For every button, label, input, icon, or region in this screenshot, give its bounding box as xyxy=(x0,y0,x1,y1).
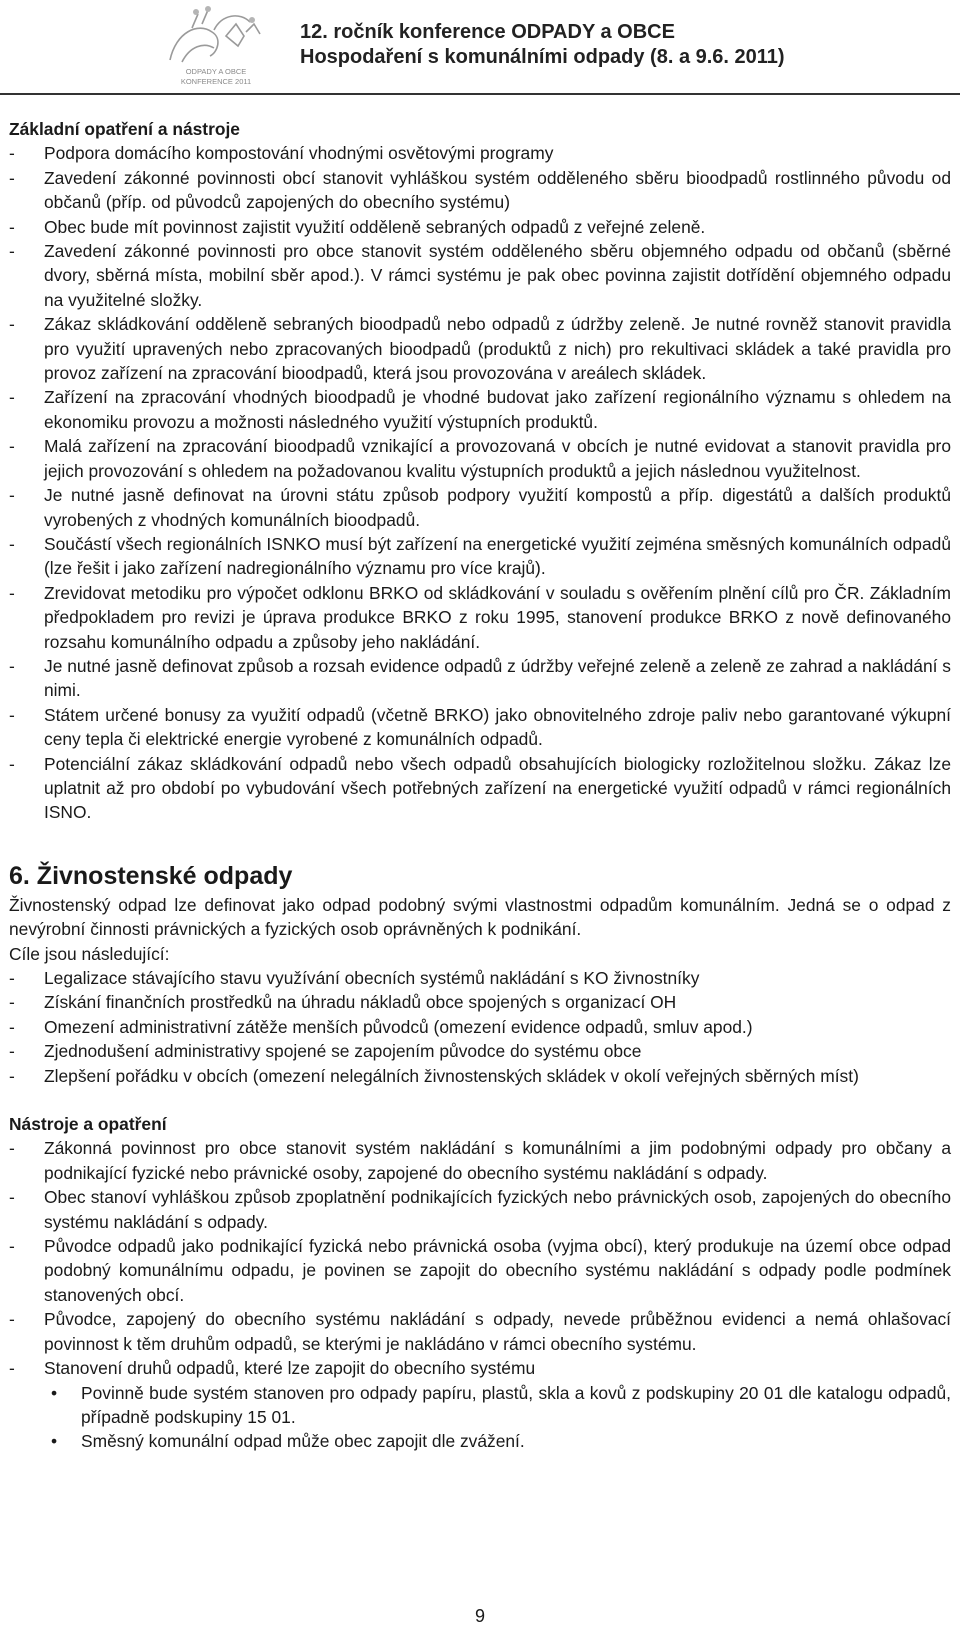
dash-marker: - xyxy=(9,167,15,188)
subsection-heading: Nástroje a opatření xyxy=(9,1114,167,1135)
list-item xyxy=(9,312,951,385)
list-item xyxy=(9,581,951,654)
list-item-text: Zákaz skládkování odděleně sebraných bioodpadů nebo odpadů z údržby zeleně. Je nutné rovněž stanovit pravidla pro využití upravených nebo zpracovaných bioodpadů (produktů z nich) pro rekultivaci skládek a také pravidla pro provoz zařízení na zpracování bioodpadů, která jsou provozována v areálech skládek. xyxy=(44,314,951,384)
list-item-text: Zákonná povinnost pro obce stanovit systém nakládání s komunálními a jim podobnými odpady pro občany a podnikající fyzické nebo právnické osoby, zapojené do obecního systému nakládání s odpady. xyxy=(44,1138,951,1183)
section-title: 6. Živnostenské odpady xyxy=(9,861,293,890)
dash-marker: - xyxy=(9,582,15,603)
conference-subtitle: Hospodaření s komunálními odpady (8. a 9.6. 2011) xyxy=(300,46,785,68)
tools-list xyxy=(9,1136,951,1453)
dash-marker: - xyxy=(9,655,15,676)
section-heading: Základní opatření a nástroje xyxy=(9,119,240,139)
conference-title: 12. ročník konference ODPADY a OBCE xyxy=(300,21,675,43)
list-item-text: Je nutné jasně definovat na úrovni státu způsob podpory využití kompostů a příp. digestátů a dalších produktů vyrobených z vhodných komunálních bioodpadů. xyxy=(44,485,951,530)
dash-marker: - xyxy=(9,387,15,408)
list-item-text: Původce, zapojený do obecního systému nakládání s odpady, nevede průběžnou evidenci a nemá ohlašovací povinnost k těm druhům odpadů, se kterými je nakládáno v rámci obecního systému. xyxy=(44,1309,951,1354)
conference-logo xyxy=(152,2,280,90)
list-item-text: Původce odpadů jako podnikající fyzická nebo právnická osoba (vyjma obcí), který produkuje na území obce odpad podobný komunálnímu odpadu, je povinen se zapojit do obecního systému nakládání s odpady podle podmínek stanovených obcí. xyxy=(44,1236,951,1305)
dash-marker: - xyxy=(9,1016,15,1037)
svg-text:KONFERENCE 2011: KONFERENCE 2011 xyxy=(180,77,252,86)
list-item xyxy=(9,141,951,165)
list-item-text: Legalizace stávajícího stavu využívání obecních systémů nakládání s KO živnostníky xyxy=(44,968,700,988)
list-item-text: Je nutné jasně definovat způsob a rozsah evidence odpadů z údržby veřejné zeleně a zeleně ze zahrad a nakládání s nimi. xyxy=(44,655,951,701)
list-item xyxy=(9,1234,951,1307)
list-item xyxy=(9,483,951,532)
list-item xyxy=(9,752,951,825)
list-item xyxy=(9,703,951,752)
list-item-text: Malá zařízení na zpracování bioodpadů vznikající a provozovaná v obcích je nutné evidovat a stanovit pravidla pro jejich provozování s ohledem na požadovanou kvalitu výstupních produktů a jejich následnou využitelnost. xyxy=(44,436,951,481)
list-item xyxy=(9,1064,951,1088)
list-item-text: Obec bude mít povinnost zajistit využití odděleně sebraných odpadů z veřejné zeleně. xyxy=(44,216,706,237)
dash-marker: - xyxy=(9,1138,15,1159)
list-item-text: Zlepšení pořádku v obcích (omezení nelegálních živnostenských skládek v okolí veřejných sběrných míst) xyxy=(44,1065,859,1086)
bullet-marker: • xyxy=(51,1431,58,1452)
spacer xyxy=(9,1088,951,1112)
list-item xyxy=(9,532,951,581)
dash-marker: - xyxy=(9,436,15,457)
list-item xyxy=(9,654,951,703)
list-item-text: Zavedení zákonné povinnosti obcí stanovit vyhláškou systém odděleného sběru bioodpadů rostlinného původu od občanů (příp. od původců zapojených do obecního systému) xyxy=(44,167,951,213)
list-item xyxy=(9,166,951,215)
dash-marker: - xyxy=(9,1309,15,1330)
bullet-item-text: Směsný komunální odpad může obec zapojit dle zvážení. xyxy=(81,1431,525,1452)
dash-marker: - xyxy=(9,968,15,988)
list-item xyxy=(9,1136,951,1185)
dash-marker: - xyxy=(9,314,15,335)
list-item xyxy=(9,434,951,483)
list-item xyxy=(9,239,951,312)
list-item xyxy=(9,990,951,1014)
list-item-text: Součástí všech regionálních ISNKO musí být zařízení na energetické využití zejména směsných komunálních odpadů (lze řešit i jako zařízení nadregionálního významu pro více krajů). xyxy=(44,533,951,579)
page-header xyxy=(0,0,960,96)
list-item-text: Zařízení na zpracování vhodných bioodpadů je vhodné budovat jako zařízení regionálního významu s ohledem na ekonomiku provozu a možnosti následného využití výstupních produktů. xyxy=(44,387,951,432)
list-item xyxy=(9,1185,951,1234)
list-item-text: Zjednodušení administrativy spojené se zapojením původce do systému obce xyxy=(44,1041,642,1062)
dash-marker: - xyxy=(9,241,15,262)
list-item xyxy=(9,1039,951,1063)
list-item-text: Získání finančních prostředků na úhradu nákladů obce spojených s organizací OH xyxy=(44,992,677,1013)
list-item xyxy=(9,215,951,239)
list-item xyxy=(9,1356,951,1380)
dash-marker: - xyxy=(9,753,15,774)
dash-marker: - xyxy=(9,533,15,554)
list-item-text: Státem určené bonusy za využití odpadů (včetně BRKO) jako obnovitelného zdroje paliv nebo garantované výkupní ceny tepla či elektrické energie vyrobené z komunálních odpadů. xyxy=(44,704,951,750)
list-item-text: Stanovení druhů odpadů, které lze zapojit do obecního systému xyxy=(44,1358,536,1379)
header-divider xyxy=(0,93,960,95)
goals-list xyxy=(9,966,951,1088)
dash-marker: - xyxy=(9,1065,15,1086)
dash-marker: - xyxy=(9,992,15,1013)
list-item xyxy=(9,1015,951,1039)
dash-marker: - xyxy=(9,704,15,725)
list-item xyxy=(9,966,951,990)
dash-marker: - xyxy=(9,143,15,164)
list-item-text: Obec stanoví vyhláškou způsob zpoplatnění podnikajících fyzických nebo právnických osob, zapojených do obecního systému nakládání s odpady. xyxy=(44,1187,951,1232)
list-item xyxy=(9,385,951,434)
bullet-item xyxy=(9,1429,951,1453)
document-body xyxy=(9,117,951,1454)
dash-marker: - xyxy=(9,1236,15,1257)
intro-paragraph: Živnostenský odpad lze definovat jako odpad podobný svými vlastnostmi odpadům komunálním. Jedná se o odpad z nevýrobní činnosti právnických a fyzických osob oprávněných k podnikání. xyxy=(9,894,951,940)
measures-list xyxy=(9,141,951,824)
list-item-text: Podpora domácího kompostování vhodnými osvětovými programy xyxy=(44,143,554,164)
list-item-text: Zavedení zákonné povinnosti pro obce stanovit systém odděleného sběru objemného odpadu od občanů (sběrné dvory, sběrná místa, mobilní sběr apod.). V rámci systému je pak obec povinna zajistit dotřídění objemného odpadu na využitelné složky. xyxy=(44,241,951,310)
page-number: 9 xyxy=(474,1606,485,1626)
bullet-marker: • xyxy=(51,1382,58,1403)
svg-text:ODPADY A OBCE: ODPADY A OBCE xyxy=(185,67,247,76)
goals-label: Cíle jsou následující: xyxy=(9,943,170,964)
bullet-item xyxy=(9,1381,951,1430)
list-item-text: Potenciální zákaz skládkování odpadů nebo všech odpadů obsahujících biologicky rozložitelnou složku. Zákaz lze uplatnit až pro období po vybudování všech potřebných zařízení na energetické využití odpadů v rámci regionálních ISNO. xyxy=(44,753,951,823)
list-item-text: Omezení administrativní zátěže menších původců (omezení evidence odpadů, smluv apod.) xyxy=(44,1016,753,1037)
dash-marker: - xyxy=(9,216,15,237)
dash-marker: - xyxy=(9,485,15,506)
dash-marker: - xyxy=(9,1187,15,1208)
list-item xyxy=(9,1307,951,1356)
bullet-item-text: Povinně bude systém stanoven pro odpady papíru, plastů, skla a kovů z podskupiny 20 01 dle katalogu odpadů, případně podskupiny 15 01. xyxy=(81,1382,951,1427)
dash-marker: - xyxy=(9,1041,15,1062)
list-item-text: Zrevidovat metodiku pro výpočet odklonu BRKO od skládkování v souladu s ověřením plnění cílů pro ČR. Základním předpokladem pro revizi je úprava produkce BRKO z roku 1995, stanovení produkce BRKO z nově definovaného rozsahu komunálního odpadu a způsoby jeho nakládání. xyxy=(44,582,951,652)
dash-marker: - xyxy=(9,1358,15,1379)
